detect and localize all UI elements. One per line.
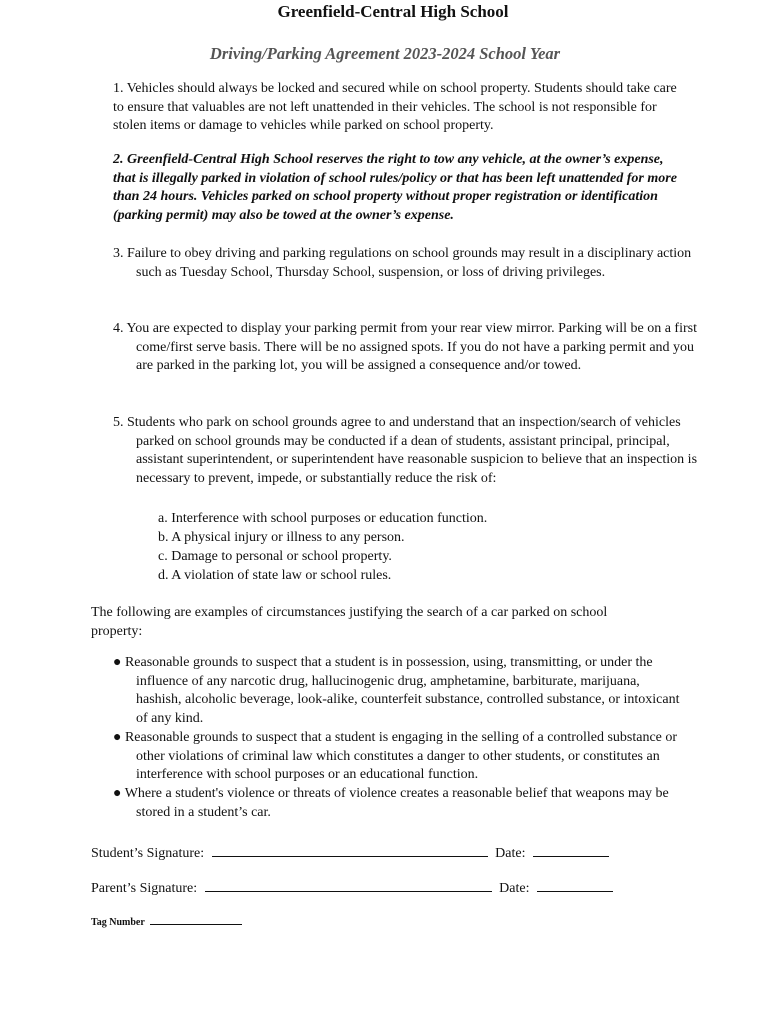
student-date-label: Date: xyxy=(495,846,526,861)
tag-number-label: Tag Number xyxy=(91,917,145,928)
sub-item-a: a. Interference with school purposes or education function. xyxy=(158,511,488,526)
document-subtitle: Driving/Parking Agreement 2023-2024 School Year xyxy=(209,44,561,63)
parent-date-field[interactable] xyxy=(537,878,613,892)
tag-number-row xyxy=(91,915,242,928)
parent-signature-field[interactable] xyxy=(205,878,492,892)
bullet-item: ● Reasonable grounds to suspect that a student is in possession, using, transmitting, or under the influence of any narcotic drug, hallucinogenic drug, amphetamine, barbiturate, marijuana, hashish, alcoholic beverage, look-alike, counterfeit substance, controlled substance, or intoxicant of any kind. xyxy=(113,655,680,727)
rule-1: 1. Vehicles should always be locked and secured while on school property. Students should take care to ensure that valuables are not left unattended in their vehicles. The school is not responsible for stolen items or damage to vehicles while parked on school property. xyxy=(113,81,677,134)
parent-signature-label: Parent’s Signature: xyxy=(91,881,198,896)
student-signature-label: Student’s Signature: xyxy=(91,846,205,861)
sub-item-d: d. A violation of state law or school rules. xyxy=(158,568,392,583)
rule-5: 5. Students who park on school grounds agree to and understand that an inspection/search of vehicles parked on school grounds may be conducted if a dean of students, assistant principal, principal, assistant superintendent, or superintendent have reasonable suspicion to believe that an inspection is necessary to prevent, impede, or substantially reduce the risk of: xyxy=(113,415,698,487)
bullet-item: ● Where a student's violence or threats of violence creates a reasonable belief that weapons may be stored in a student’s car. xyxy=(113,785,669,820)
document-title: Greenfield-Central High School xyxy=(277,2,509,21)
tag-number-field[interactable] xyxy=(150,915,242,925)
sub-item-c: c. Damage to personal or school property. xyxy=(158,549,392,564)
sub-item-b: b. A physical injury or illness to any person. xyxy=(158,530,405,545)
search-intro: The following are examples of circumstances justifying the search of a car parked on school property: xyxy=(91,605,608,639)
rule-4: 4. You are expected to display your parking permit from your rear view mirror. Parking will be on a first come/first serve basis. There will be no assigned spots. If you do not have a parking permit and you are parked in the parking lot, you will be assigned a consequence and/or towed. xyxy=(113,321,697,374)
parent-signature-row xyxy=(91,878,613,897)
student-signature-row xyxy=(91,843,609,862)
bullet-item: ● Reasonable grounds to suspect that a student is engaging in the selling of a controlled substance or other violations of criminal law which constitutes a danger to other students, or constitutes an interference with school purposes or an educational function. xyxy=(113,729,678,783)
student-signature-field[interactable] xyxy=(212,843,488,857)
student-date-field[interactable] xyxy=(533,843,609,857)
rule-2: 2. Greenfield-Central High School reserves the right to tow any vehicle, at the owner’s expense, that is illegally parked in violation of school rules/policy or that has been left unattended for more than 24 hours. Vehicles parked on school property without proper registration or identification (parking permit) may also be towed at the owner’s expense. xyxy=(113,152,677,224)
bullet-list xyxy=(113,654,683,822)
parent-date-label: Date: xyxy=(499,881,530,896)
rule-3: 3. Failure to obey driving and parking regulations on school grounds may result in a disciplinary action such as Tuesday School, Thursday School, suspension, or loss of driving privileges. xyxy=(113,246,692,280)
